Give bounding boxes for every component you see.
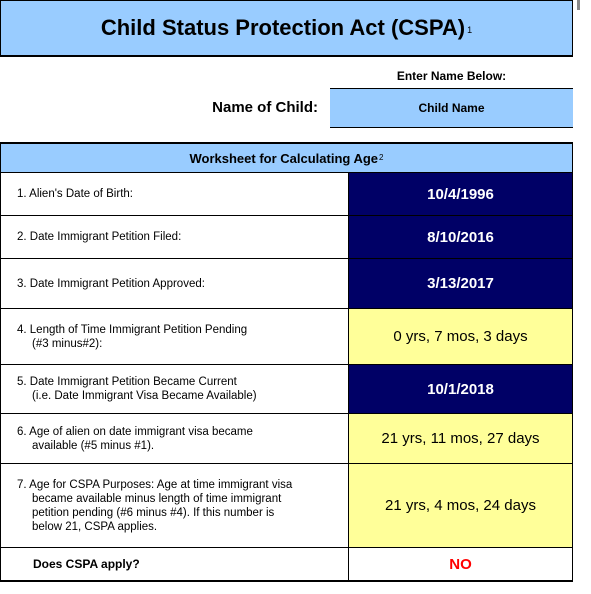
row-cspa-applies — [0, 548, 573, 582]
row-label-line: (#3 minus#2): — [32, 337, 103, 350]
enter-name-label: Enter Name Below: — [396, 69, 507, 83]
title-bar — [0, 0, 573, 57]
worksheet-footnote: 2 — [379, 152, 384, 162]
petition-filed-cell[interactable]: 8/10/2016 — [348, 216, 572, 258]
cspa-age-cell: 21 yrs, 4 mos, 24 days — [348, 464, 572, 547]
petition-approved-cell[interactable]: 3/13/2017 — [348, 259, 572, 308]
row-cspa-age — [0, 464, 573, 548]
row-label-line: petition pending (#6 minus #4). If this number is — [32, 506, 275, 519]
row-label-line: 4. Length of Time Immigrant Petition Pending — [17, 323, 248, 336]
row-label: 1. Alien's Date of Birth: — [17, 188, 133, 200]
row-label — [17, 365, 340, 413]
row-label: 2. Date Immigrant Petition Filed: — [17, 231, 182, 243]
row-label-line: (i.e. Date Immigrant Visa Became Available) — [32, 390, 257, 402]
row-label: 3. Date Immigrant Petition Approved: — [17, 277, 205, 290]
row-label-line: 5. Date Immigrant Petition Became Current — [17, 376, 237, 388]
scroll-edge-marker — [577, 0, 580, 10]
row-petition-filed — [0, 216, 573, 259]
cspa-applies-label: Does CSPA apply? — [33, 557, 140, 571]
row-label-line: became available minus length of time immigrant — [32, 492, 282, 505]
row-label-line: 7. Age for CSPA Purposes: Age at time immigrant visa — [17, 478, 293, 491]
row-label-line: below 21, CSPA applies. — [32, 520, 158, 533]
date-of-birth-cell[interactable]: 10/4/1996 — [348, 173, 572, 215]
row-age-visa-available — [0, 414, 573, 464]
row-petition-current — [0, 365, 573, 414]
page-title: Child Status Protection Act (CSPA) — [100, 15, 466, 40]
row-label — [17, 309, 340, 364]
row-time-pending — [0, 309, 573, 365]
cspa-applies-result: NO — [348, 548, 572, 580]
time-pending-cell: 0 yrs, 7 mos, 3 days — [348, 309, 572, 364]
age-visa-available-cell: 21 yrs, 11 mos, 27 days — [348, 414, 572, 463]
worksheet-title: Worksheet for Calculating Age — [189, 150, 379, 166]
row-label-line: 6. Age of alien on date immigrant visa became — [17, 425, 253, 438]
child-name-input[interactable]: Child Name — [330, 88, 573, 128]
title-footnote: 1 — [467, 25, 473, 35]
row-label — [17, 414, 340, 463]
worksheet-header — [0, 142, 573, 173]
row-petition-approved — [0, 259, 573, 309]
row-date-of-birth — [0, 173, 573, 216]
petition-current-cell[interactable]: 10/1/2018 — [348, 365, 572, 413]
row-label-line: available (#5 minus #1). — [32, 439, 155, 452]
name-of-child-label: Name of Child: — [212, 99, 318, 116]
row-label — [17, 464, 340, 547]
